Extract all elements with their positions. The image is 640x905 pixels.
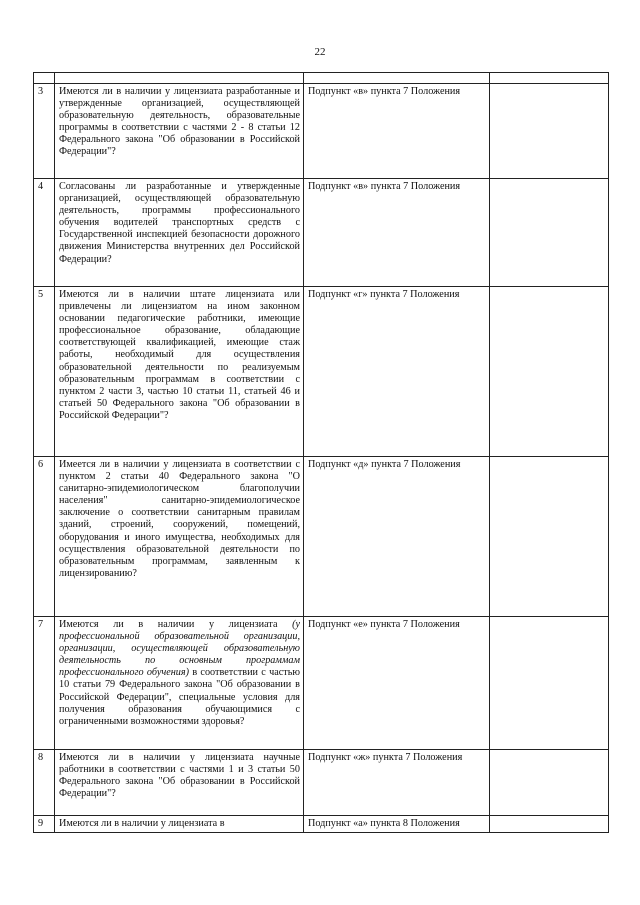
row-note <box>490 617 609 750</box>
row-reference: Подпункт «д» пункта 7 Положения <box>304 457 490 617</box>
question-text: в соответствии с частью 10 статьи 79 Федерального закона "Об образовании в Российской Федерации", специальные условия для получения образования обучающимися с ограниченными возможностями здоровья? <box>59 667 300 727</box>
row-number: 7 <box>34 617 55 750</box>
row-question: Имеется ли в наличии у лицензиата в соответствии с пунктом 2 статьи 40 Федерального закона "О санитарно-эпидемиологическом благополучии населения" санитарно-эпидемиологическое заключение о соответствии санитарным правилам зданий, строений, сооружений, помещений, оборудования и иного имущества, необходимых для осуществления образовательной деятельности по образовательным программам, заявленным к лицензированию? <box>55 457 304 617</box>
row-question <box>55 617 304 750</box>
checklist-table <box>33 72 609 833</box>
row-question: Согласованы ли разработанные и утвержденные организацией, осуществляющей образовательную деятельность, программы профессионального обучения водителей транспортных средств с Государственной инспекцией безопасности дорожного движения Министерства внутренних дел Российской Федерации? <box>55 179 304 287</box>
row-reference: Подпункт «ж» пункта 7 Положения <box>304 750 490 816</box>
row-number: 9 <box>34 816 55 833</box>
row-reference: Подпункт «е» пункта 7 Положения <box>304 617 490 750</box>
table-row <box>34 816 609 833</box>
table-row <box>34 617 609 750</box>
table-row <box>34 287 609 457</box>
row-note <box>490 287 609 457</box>
page-number: 22 <box>314 46 326 58</box>
row-question: Имеются ли в наличии штате лицензиата или привлечены ли лицензиатом на ином законном основании педагогические работники, имеющие профессиональное образование, обладающие соответствующей квалификацией, имеющие стаж работы, необходимый для осуществления образовательной деятельности по реализуемым образовательным программам в соответствии с пунктом 2 части 3, частью 10 статьи 11, статьей 46 и статьей 50 Федерального закона "Об образовании в Российской Федерации"? <box>55 287 304 457</box>
question-italic-text: (у профессиональной образовательной организации, организации, осуществляющей образовательную деятельность по основным программам профессионального обучения) <box>59 619 300 679</box>
table-row <box>34 179 609 287</box>
question-text: Имеются ли в наличии у лицензиата <box>59 619 293 630</box>
row-note <box>490 750 609 816</box>
row-reference: Подпункт «г» пункта 7 Положения <box>304 287 490 457</box>
table-row <box>34 457 609 617</box>
row-number: 5 <box>34 287 55 457</box>
row-note <box>490 179 609 287</box>
row-number: 4 <box>34 179 55 287</box>
table-header-row <box>34 73 609 84</box>
row-question: Имеются ли в наличии у лицензиата научные работники в соответствии с частями 1 и 3 статьи 50 Федерального закона "Об образовании в Российской Федерации"? <box>55 750 304 816</box>
row-question: Имеются ли в наличии у лицензиата разработанные и утвержденные организацией, осуществляющей образовательную деятельность, образовательные программы в соответствии с частями 2 - 8 статьи 12 Федерального закона "Об образовании в Российской Федерации"? <box>55 84 304 179</box>
row-note <box>490 84 609 179</box>
row-number: 8 <box>34 750 55 816</box>
row-number: 3 <box>34 84 55 179</box>
row-note <box>490 457 609 617</box>
row-reference: Подпункт «а» пункта 8 Положения <box>304 816 490 833</box>
row-note <box>490 816 609 833</box>
row-number: 6 <box>34 457 55 617</box>
row-reference: Подпункт «в» пункта 7 Положения <box>304 84 490 179</box>
row-question: Имеются ли в наличии у лицензиата в <box>55 816 304 833</box>
row-reference: Подпункт «в» пункта 7 Положения <box>304 179 490 287</box>
table-row <box>34 84 609 179</box>
table-row <box>34 750 609 816</box>
